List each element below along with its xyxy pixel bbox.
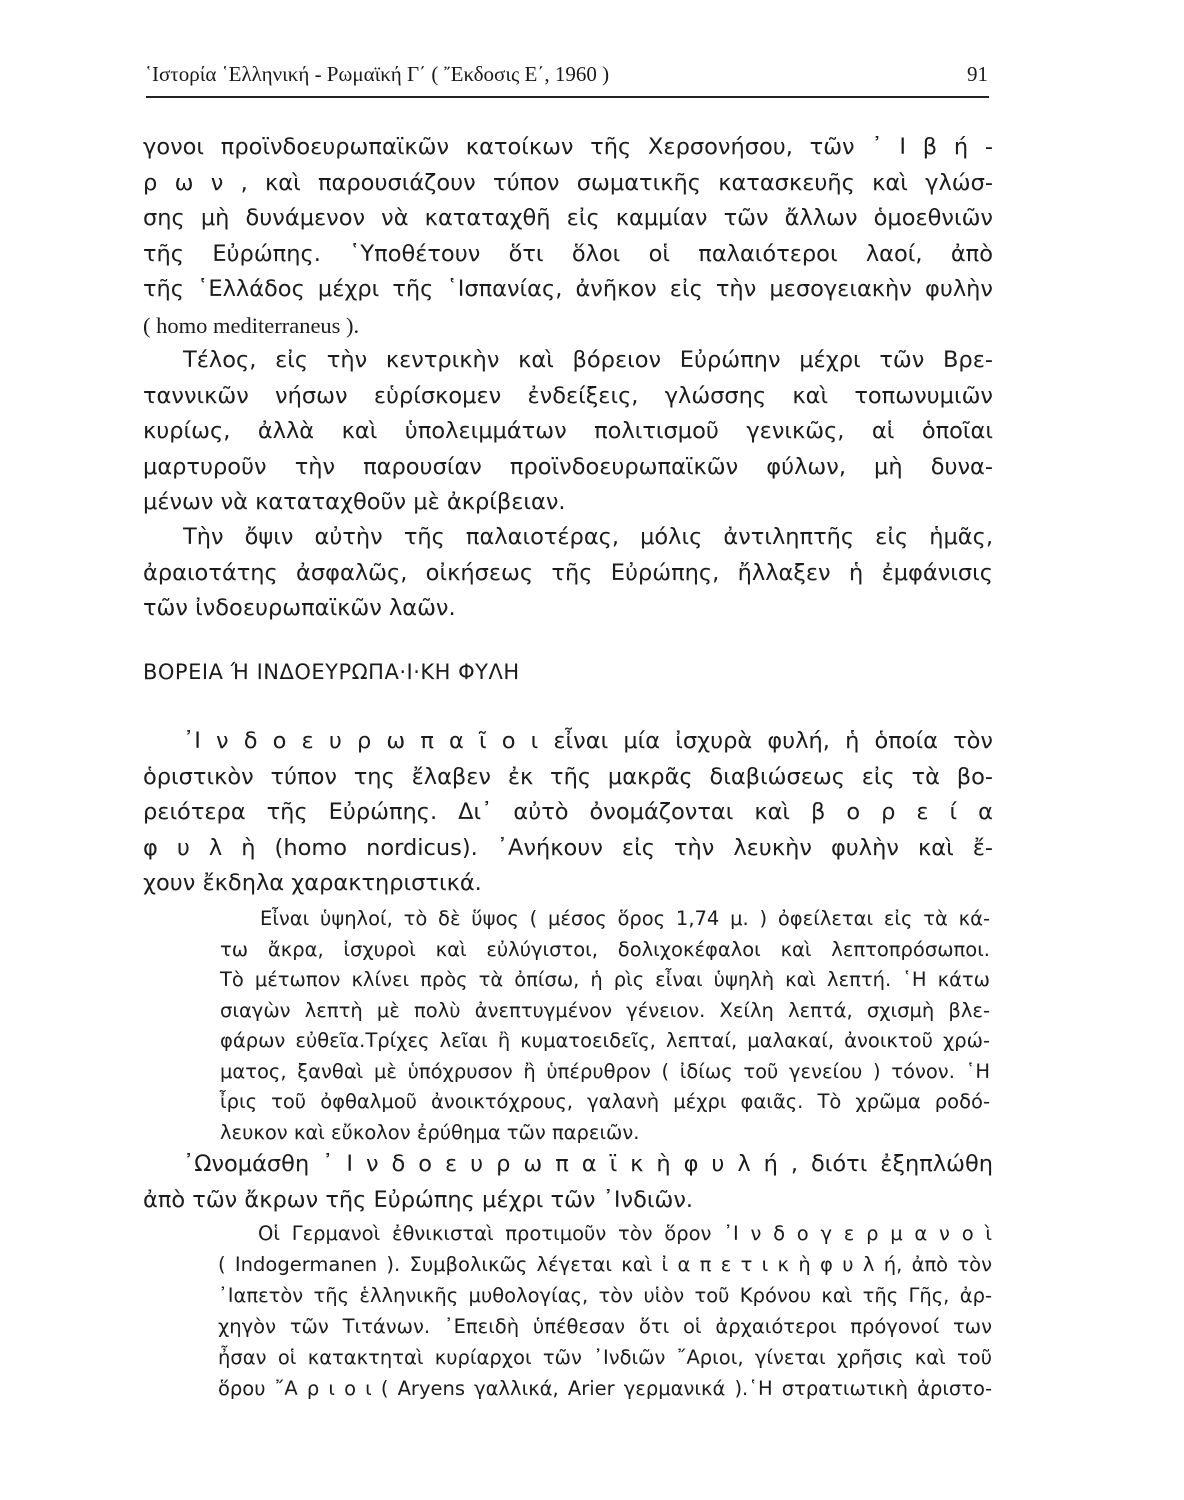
text-line: ἶρις τοῦ ὀφθαλμοῦ ἀνοικτόχρους, γαλανὴ μέχρι φαιᾶς. Τὸ χρῶμα ροδό- (220, 1090, 990, 1113)
text-line: χηγὸν τῶν Τιτάνων. ᾽Επειδὴ ὑπέθεσαν ὅτι οἱ ἀρχαιότεροι πρόγονοί των (218, 1315, 992, 1338)
text-line: τω ἄκρα, ἰσχυροὶ καὶ εὐλύγιστοι, δολιχοκέφαλοι καὶ λεπτοπρόσωποι. (220, 937, 990, 961)
text-line: ᾽Ι ν δ ο ε υ ρ ω π α ῖ ο ι εἶναι μία ἰσχυρὰ φυλή, ἡ ὁποία τὸν (183, 728, 993, 754)
section-heading: ΒΟΡΕΙΑ Ή ΙΝΔΟΕΥΡΩΠΑ·Ι·ΚΗ ΦΥΛΗ (143, 660, 520, 684)
note-2 (218, 1218, 992, 1404)
paragraph-3 (143, 520, 993, 627)
page-header (145, 58, 990, 98)
text-line: τῆς Εὐρώπης. ῾Υποθέτουν ὅτι ὅλοι οἱ παλαιότεροι λαοί, ἀπὸ (143, 240, 993, 267)
text-line: Τέλος, εἰς τὴν κεντρικὴν καὶ βόρειον Εὐρώπην μέχρι τῶν Βρε- (183, 347, 993, 373)
text-line: ρειότερα τῆς Εὐρώπης. Δι᾽ αὐτὸ ὀνομάζονται καὶ β ο ρ ε ί α (143, 799, 993, 825)
text-line: ὅρου ῎Α ρ ι ο ι ( Aryens γαλλικά, Arier γερμανικά ).῾Η στρατιωτικὴ ἀριστο- (218, 1377, 992, 1400)
text-line: φ υ λ ὴ (homo nordicus). ᾽Ανήκουν εἰς τὴν λευκὴν φυλὴν καὶ ἔ- (143, 834, 993, 861)
running-title: ῾Ιστορία ῾Ελληνική - Ρωμαϊκή Γ΄ ( ῎Εκδοσις Ε΄, 1960 ) (145, 62, 610, 86)
text-line: ἀραιοτάτης ἀσφαλῶς, οἰκήσεως τῆς Εὐρώπης, ἤλλαξεν ἡ ἐμφάνισις (143, 559, 993, 586)
text-line: ματος, ξανθαὶ μὲ ὑπόχρυσον ἢ ὑπέρυθρον ( ἰδίως τοῦ γενείου ) τόνον. ῾Η (220, 1059, 990, 1083)
text-line: Τὸ μέτωπον κλίνει πρὸς τὰ ὀπίσω, ἡ ρὶς εἶναι ὑψηλὴ καὶ λεπτή. ῾Η κάτω (220, 968, 990, 991)
paragraph-1 (143, 130, 993, 343)
paragraph-2 (143, 343, 993, 521)
text-line: μαρτυροῦν τὴν παρουσίαν προϊνδοευρωπαϊκῶν φύλων, μὴ δυνα- (143, 453, 993, 480)
text-line: σης μὴ δυνάμενον νὰ καταταχθῆ εἰς καμμίαν τῶν ἄλλων ὁμοεθνιῶν (143, 205, 993, 231)
text-line: ᾽Ιαπετὸν τῆς ἑλληνικῆς μυθολογίας, τὸν υἱὸν τοῦ Κρόνου καὶ τῆς Γῆς, ἀρ- (218, 1284, 992, 1307)
text-line: τῆς ῾Ελλάδος μέχρι τῆς ῾Ισπανίας, ἀνῆκον εἰς τὴν μεσογειακὴν φυλὴν (143, 276, 993, 302)
text-line: ρ ω ν , καὶ παρουσιάζουν τύπον σωματικῆς κατασκευῆς καὶ γλώσ- (143, 169, 993, 196)
text-line: φάρων εὐθεῖα.Τρίχες λεῖαι ἢ κυματοειδεῖς, λεπταί, μαλακαί, ἀνοικτοῦ χρώ- (220, 1029, 990, 1052)
text-line: λευκον καὶ εὔκολον ἐρύθημα τῶν παρειῶν. (220, 1120, 640, 1144)
text-line: ὁριστικὸν τύπον της ἔλαβεν ἐκ τῆς μακρᾶς διαβιώσεως εἰς τὰ βο- (143, 763, 993, 790)
text-line: Οἱ Γερμανοὶ ἐθνικισταὶ προτιμοῦν τὸν ὅρον ᾽Ι ν δ ο γ ε ρ μ α ν ο ὶ (258, 1222, 992, 1245)
text-line: χουν ἔκδηλα χαρακτηριστικά. (143, 870, 482, 896)
paragraph-4 (143, 724, 993, 902)
text-line: σιαγὼν λεπτὴ μὲ πολὺ ἀνεπτυγμένον γένειον. Χείλη λεπτά, σχισμὴ βλε- (220, 998, 990, 1022)
text-line: ἦσαν οἱ κατακτηταὶ κυρίαρχοι τῶν ᾽Ινδιῶν ῎Αριοι, γίνεται χρῆσις καὶ τοῦ (218, 1346, 992, 1369)
text-line: κυρίως, ἀλλὰ καὶ ὑπολειμμάτων πολιτισμοῦ γενικῶς, αἱ ὁποῖαι (143, 418, 993, 444)
text-line: ᾽Ωνομάσθη ᾽ Ι ν δ ο ε υ ρ ω π α ϊ κ ὴ φ υ λ ή , διότι ἐξηπλώθη (183, 1151, 993, 1177)
text-line: ( Indogermanen ). Συμβολικῶς λέγεται καὶ ἰ α π ε τ ι κ ὴ φ υ λ ή, ἀπὸ τὸν (218, 1253, 992, 1276)
note-1 (220, 904, 990, 1148)
text-line: ἀπὸ τῶν ἄκρων τῆς Εὐρώπης μέχρι τῶν ᾽Ινδιῶν. (143, 1186, 694, 1213)
text-line: ( homo mediterraneus ). (143, 312, 360, 338)
text-line: τῶν ἰνδοευρωπαϊκῶν λαῶν. (143, 595, 456, 621)
text-line: ταννικῶν νήσων εὑρίσκομεν ἐνδείξεις, γλώσσης καὶ τοπωνυμιῶν (143, 382, 993, 409)
text-line: Τὴν ὄψιν αὐτὴν τῆς παλαιοτέρας, μόλις ἀντιληπτῆς εἰς ἡμᾶς, (183, 524, 993, 550)
text-line: Εἶναι ὑψηλοί, τὸ δὲ ὕψος ( μέσος ὅρος 1,74 μ. ) ὀφείλεται εἰς τὰ κά- (260, 907, 990, 930)
page-number: 91 (967, 62, 988, 86)
paragraph-5 (143, 1147, 993, 1218)
text-line: γονοι προϊνδοευρωπαϊκῶν κατοίκων τῆς Χερσονήσου, τῶν ᾽ Ι β ή - (143, 134, 993, 160)
text-line: μένων νὰ καταταχθοῦν μὲ ἀκρίβειαν. (143, 489, 566, 515)
header-rule (146, 96, 989, 98)
